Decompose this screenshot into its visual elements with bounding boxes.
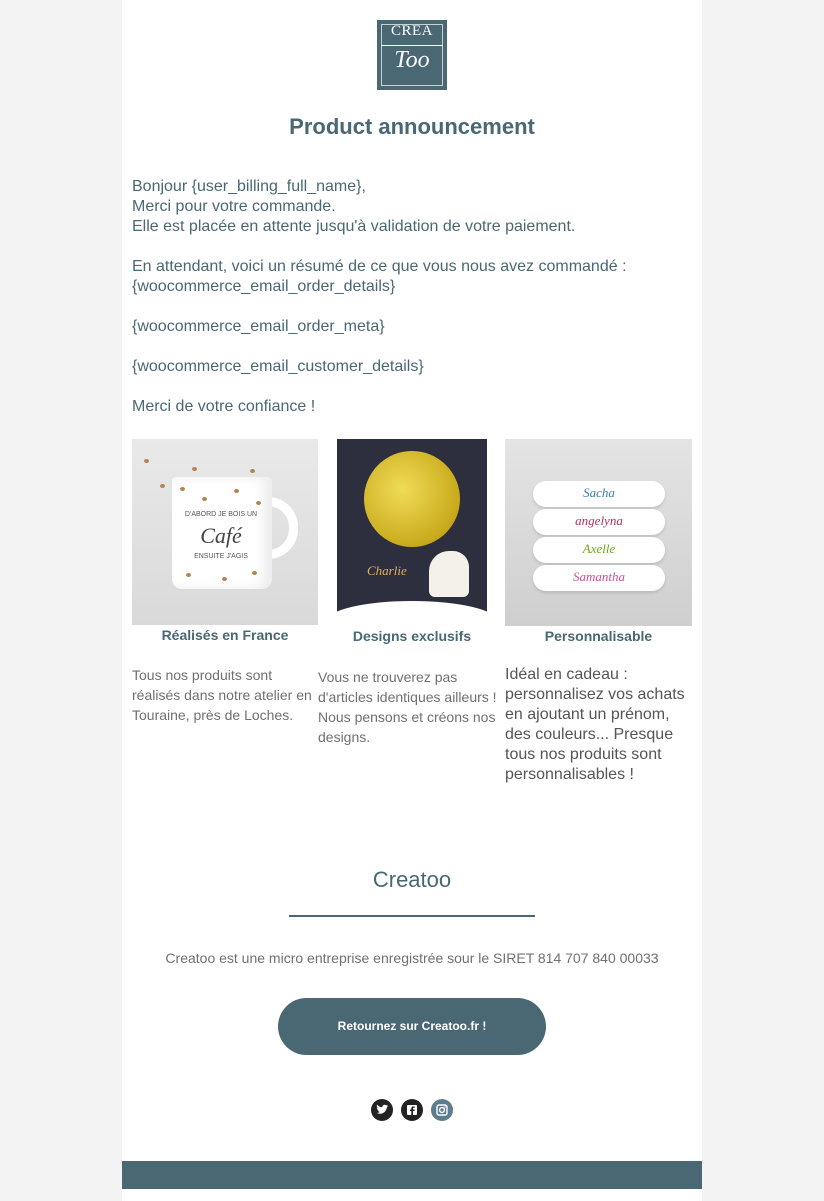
towel-name-1: Sacha: [583, 485, 615, 500]
order-meta-placeholder: {woocommerce_email_order_meta}: [132, 318, 385, 335]
poster-name: Charlie: [367, 563, 407, 578]
feature-title-personnalisable: Personnalisable: [544, 628, 653, 644]
footer-divider: [289, 915, 535, 917]
thanks-text: Merci pour votre commande.: [132, 198, 336, 215]
poster-image: [337, 439, 487, 625]
return-to-site-button[interactable]: Retournez sur Creatoo.fr !: [278, 998, 546, 1055]
mug-text-main: Café: [200, 523, 242, 548]
towel-name-2: angelyna: [575, 513, 623, 528]
feature-text-designs: Vous ne trouverez pas d'articles identiques ailleurs ! Nous pensons et créons nos designs.: [318, 669, 497, 745]
email-body: [132, 177, 692, 417]
towel-name-3: Axelle: [582, 541, 616, 556]
page-title: Product announcement: [289, 114, 535, 139]
twitter-icon[interactable]: [371, 1099, 393, 1121]
footer-legal-text: Creatoo est une micro entreprise enregistrée sour le SIRET 814 707 840 00033: [165, 950, 659, 966]
footer-bar: [122, 1161, 702, 1189]
towels-image: [505, 439, 692, 626]
facebook-icon[interactable]: [401, 1099, 423, 1121]
logo-line1: CREA: [390, 23, 433, 39]
creatoo-logo[interactable]: [377, 20, 447, 90]
closing-text: Merci de votre confiance !: [132, 398, 316, 415]
towel-name-4: Samantha: [573, 569, 625, 584]
feature-title-france: Réalisés en France: [161, 627, 289, 643]
greeting: Bonjour {user_billing_full_name},: [132, 178, 366, 195]
mug-image: [132, 439, 318, 625]
feature-text-personnalisable: Idéal en cadeau : personnalisez vos achats en ajoutant un prénom, des couleurs... Presque tous nos produits sont personnalisables !: [505, 666, 685, 783]
footer-company-name: Creatoo: [372, 867, 452, 892]
feature-title-designs: Designs exclusifs: [352, 628, 472, 644]
mug-text-top: D'ABORD JE BOIS UN: [184, 511, 258, 518]
email-container: [122, 0, 702, 1201]
logo-line2: Too: [394, 47, 430, 73]
summary-intro: En attendant, voici un résumé de ce que vous nous avez commandé :: [132, 258, 627, 275]
feature-text-france: Tous nos produits sont réalisés dans notre atelier en Touraine, près de Loches.: [132, 667, 312, 723]
instagram-icon[interactable]: [431, 1099, 453, 1121]
pending-text: Elle est placée en attente jusqu'à validation de votre paiement.: [132, 218, 576, 235]
mug-text-bottom: ENSUITE J'AGIS: [194, 553, 248, 560]
customer-details-placeholder: {woocommerce_email_customer_details}: [132, 358, 424, 375]
order-details-placeholder: {woocommerce_email_order_details}: [132, 278, 396, 295]
